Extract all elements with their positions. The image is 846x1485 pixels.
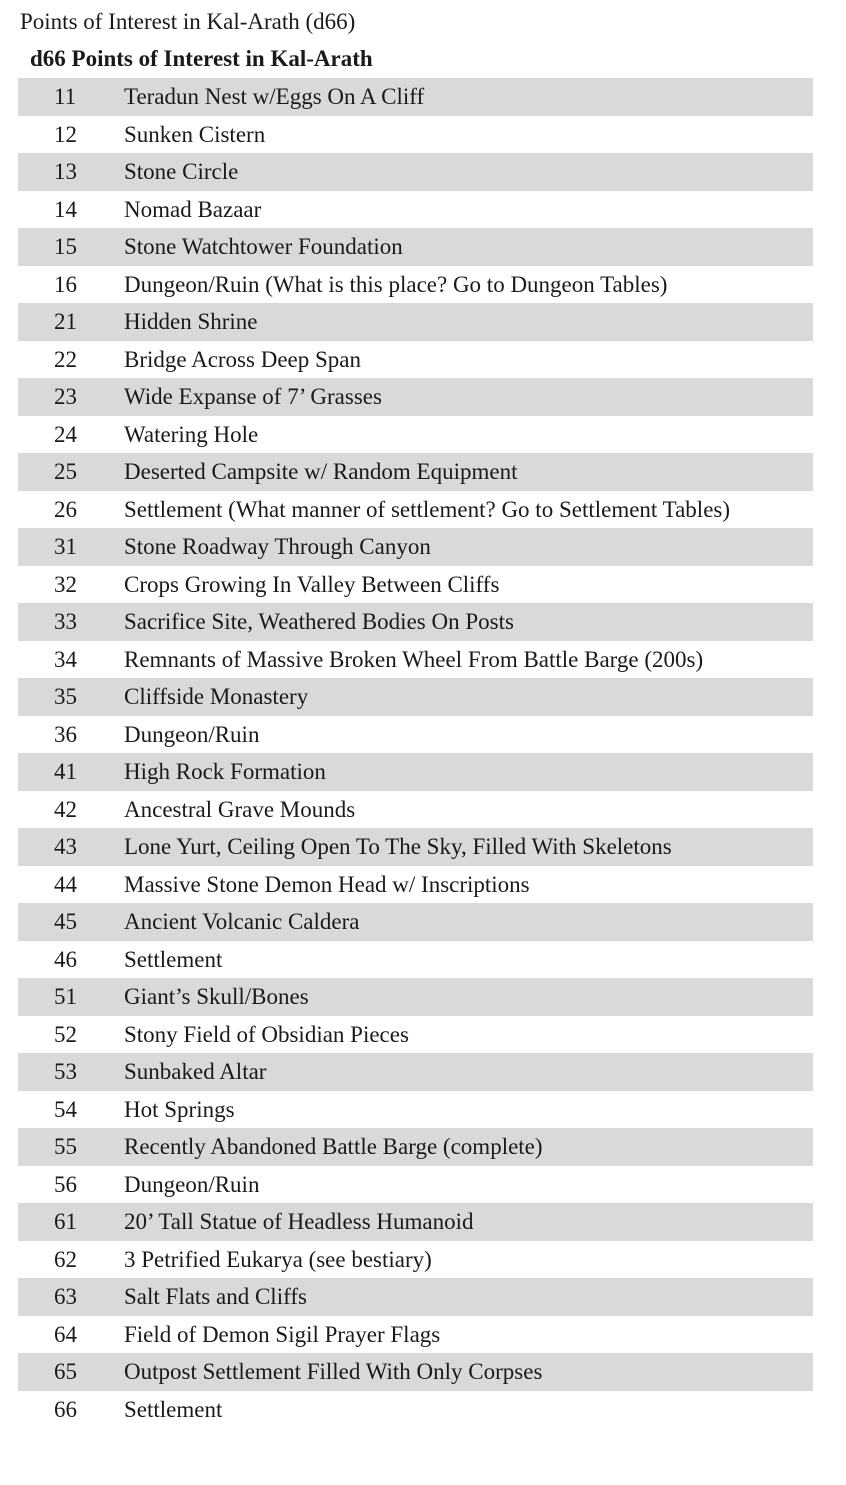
poi-entry: Stone Roadway Through Canyon [124, 534, 431, 559]
roll-value: 56 [54, 1171, 77, 1197]
roll-value: 64 [54, 1321, 77, 1347]
poi-entry: Dungeon/Ruin [124, 721, 260, 747]
table-row [18, 78, 813, 116]
table-row [18, 1203, 813, 1241]
roll-value: 15 [54, 234, 77, 259]
table-row [18, 903, 813, 941]
poi-entry: Hidden Shrine [124, 309, 258, 334]
roll-value: 33 [54, 609, 77, 634]
table-row [18, 941, 813, 979]
poi-entry: Cliffside Monastery [124, 684, 309, 709]
poi-entry: Wide Expanse of 7’ Grasses [124, 384, 382, 409]
table-row [18, 228, 813, 266]
table-row [18, 1353, 813, 1391]
table-row [18, 416, 813, 454]
roll-value: 43 [54, 834, 77, 859]
table-row [18, 1128, 813, 1166]
table-row [18, 828, 813, 866]
table-row [18, 1091, 813, 1129]
table-row [18, 1278, 813, 1316]
poi-entry: Ancestral Grave Mounds [124, 796, 356, 822]
table-row [18, 978, 813, 1016]
roll-value: 62 [54, 1246, 77, 1272]
roll-value: 34 [54, 646, 77, 672]
poi-entry: Stone Watchtower Foundation [124, 234, 403, 259]
poi-entry: Sunbaked Altar [124, 1059, 267, 1084]
table-row [18, 528, 813, 566]
poi-entry: Dungeon/Ruin (What is this place? Go to Dungeon Tables) [124, 271, 668, 297]
table-row [18, 566, 813, 604]
roll-value: 14 [54, 196, 77, 222]
poi-entry: Deserted Campsite w/ Random Equipment [124, 459, 518, 484]
poi-entry: Stone Circle [124, 159, 239, 184]
table-row [18, 641, 813, 679]
table-row [18, 341, 813, 379]
table-row [18, 491, 813, 529]
table-caption: Points of Interest in Kal-Arath (d66) [20, 9, 356, 34]
poi-entry: Dungeon/Ruin [124, 1171, 260, 1197]
table-row [18, 866, 813, 904]
poi-entry: Massive Stone Demon Head w/ Inscriptions [124, 871, 530, 897]
table-row [18, 1316, 813, 1354]
roll-value: 32 [54, 571, 77, 597]
poi-entry: Outpost Settlement Filled With Only Corpses [124, 1359, 543, 1384]
table-row [18, 603, 813, 641]
roll-value: 16 [54, 271, 77, 297]
roll-value: 35 [54, 684, 77, 709]
poi-entry: Sacrifice Site, Weathered Bodies On Posts [124, 609, 514, 634]
poi-entry: Settlement [124, 946, 223, 972]
poi-entry: Settlement (What manner of settlement? Go to Settlement Tables) [124, 496, 731, 522]
roll-value: 26 [54, 496, 77, 522]
poi-entry: Recently Abandoned Battle Barge (complete) [124, 1134, 543, 1159]
roll-value: 55 [54, 1134, 77, 1159]
roll-value: 41 [54, 759, 77, 784]
table-row [18, 303, 813, 341]
poi-entry: Field of Demon Sigil Prayer Flags [124, 1321, 441, 1347]
roll-value: 11 [54, 84, 77, 109]
poi-entry: Hot Springs [124, 1096, 235, 1122]
roll-value: 53 [54, 1059, 77, 1084]
roll-value: 61 [54, 1209, 77, 1234]
roll-value: 46 [54, 946, 77, 972]
table-row [18, 266, 813, 304]
roll-value: 54 [54, 1096, 77, 1122]
table-title: d66 Points of Interest in Kal-Arath [30, 46, 373, 71]
table-row [18, 116, 813, 154]
roll-value: 23 [54, 384, 77, 409]
table-row [18, 1391, 813, 1429]
poi-entry: Stony Field of Obsidian Pieces [124, 1021, 409, 1047]
poi-entry: Crops Growing In Valley Between Cliffs [124, 571, 500, 597]
roll-value: 12 [54, 121, 77, 147]
roll-value: 31 [54, 534, 77, 559]
poi-entry: Giant’s Skull/Bones [124, 984, 309, 1009]
roll-value: 51 [54, 984, 77, 1009]
roll-value: 22 [54, 346, 77, 372]
poi-entry: Lone Yurt, Ceiling Open To The Sky, Filled With Skeletons [124, 834, 672, 859]
roll-value: 52 [54, 1021, 77, 1047]
roll-value: 42 [54, 796, 77, 822]
table-row [18, 678, 813, 716]
poi-entry: Ancient Volcanic Caldera [124, 909, 360, 934]
poi-entry: Watering Hole [124, 421, 259, 447]
table-row [18, 716, 813, 754]
poi-entry: Remnants of Massive Broken Wheel From Battle Barge (200s) [124, 646, 704, 672]
poi-entry: High Rock Formation [124, 759, 326, 784]
roll-value: 63 [54, 1284, 77, 1309]
roll-value: 65 [54, 1359, 77, 1384]
poi-entry: Bridge Across Deep Span [124, 346, 361, 372]
roll-value: 24 [54, 421, 77, 447]
roll-value: 25 [54, 459, 77, 484]
table-row [18, 1053, 813, 1091]
roll-value: 44 [54, 871, 77, 897]
poi-entry: Teradun Nest w/Eggs On A Cliff [124, 84, 425, 109]
table-row [18, 153, 813, 191]
poi-entry: Nomad Bazaar [124, 196, 262, 222]
table-row [18, 191, 813, 229]
table-row [18, 378, 813, 416]
poi-entry: Salt Flats and Cliffs [124, 1284, 307, 1309]
table-row [18, 753, 813, 791]
roll-value: 36 [54, 721, 77, 747]
table-row [18, 1016, 813, 1054]
roll-value: 21 [54, 309, 77, 334]
table-row [18, 791, 813, 829]
poi-table [18, 78, 813, 1428]
roll-value: 45 [54, 909, 77, 934]
poi-entry: 20’ Tall Statue of Headless Humanoid [124, 1209, 474, 1234]
roll-value: 66 [54, 1396, 77, 1422]
table-row [18, 1241, 813, 1279]
poi-entry: 3 Petrified Eukarya (see bestiary) [124, 1246, 432, 1272]
table-row [18, 1166, 813, 1204]
roll-value: 13 [54, 159, 77, 184]
poi-entry: Sunken Cistern [124, 121, 266, 147]
poi-entry: Settlement [124, 1396, 223, 1422]
table-row [18, 453, 813, 491]
